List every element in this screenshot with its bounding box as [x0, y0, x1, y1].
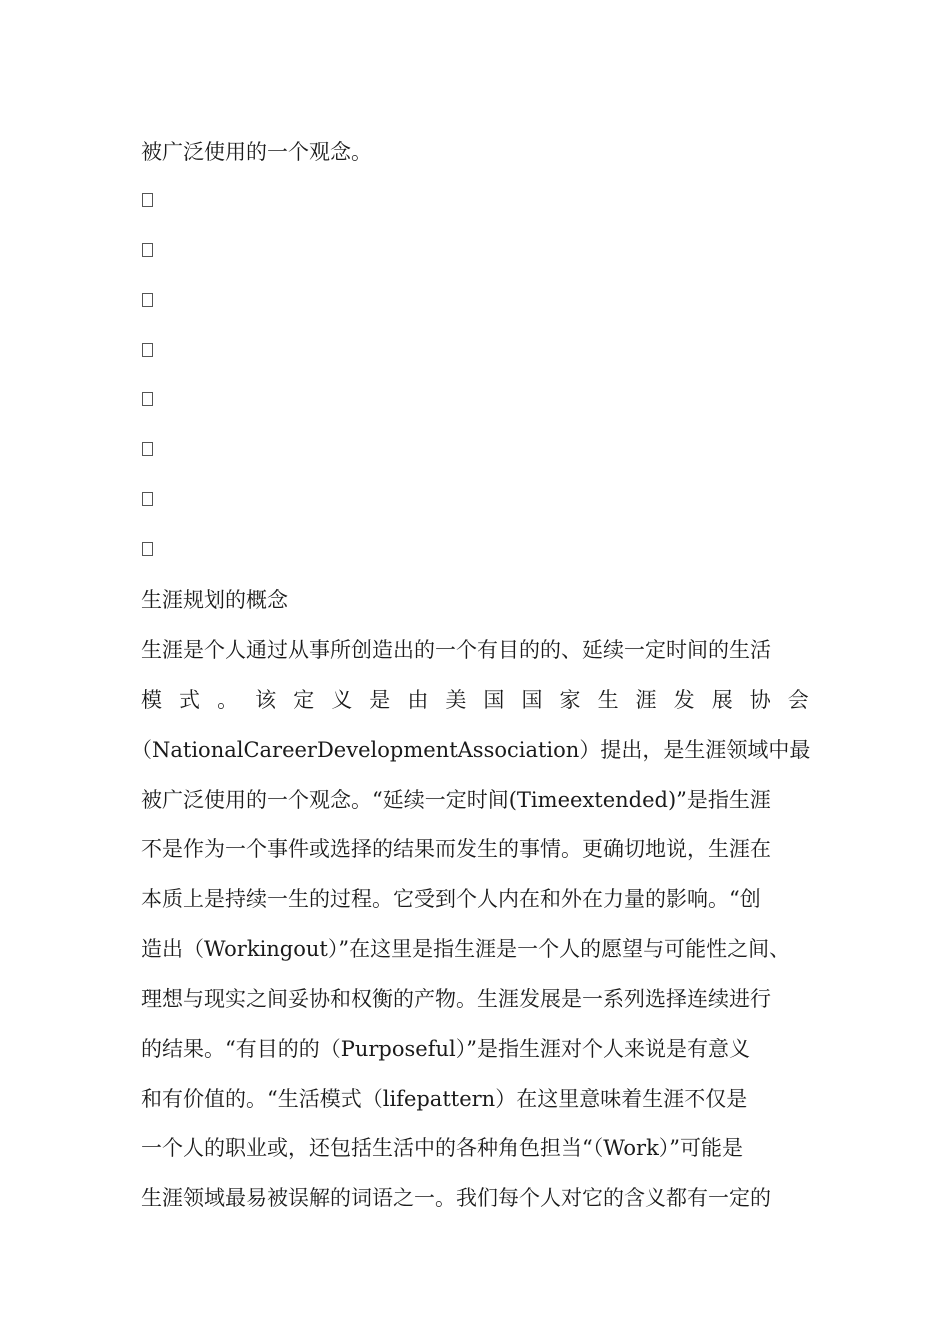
- paragraph-line: 生涯领域最易被误解的词语之一。我们每个人对它的含义都有一定的: [141, 1186, 771, 1210]
- placeholder-glyph: [142, 491, 153, 507]
- missing-glyph-icon: [142, 243, 153, 257]
- justified-char: 模: [141, 688, 162, 712]
- missing-glyph-icon: [142, 492, 153, 506]
- justified-char: 由: [407, 688, 429, 712]
- justified-char: 义: [331, 688, 353, 712]
- paragraph-line: （NationalCareerDevelopmentAssociation）提出，是生涯领域中最: [131, 738, 811, 762]
- placeholder-glyph: [142, 192, 153, 208]
- paragraph-line: 一个人的职业或，还包括生活中的各种角色担当“（Work）”可能是: [141, 1136, 744, 1160]
- justified-char: 。: [217, 688, 239, 712]
- paragraph-line: 被广泛使用的一个观念。“延续一定时间(Timeextended)”是指生涯: [141, 788, 771, 812]
- placeholder-glyph: [142, 541, 153, 557]
- paragraph-line-justified: [141, 685, 809, 715]
- justified-char: 国: [521, 688, 543, 712]
- justified-char: 会: [787, 688, 809, 712]
- justified-char: 家: [559, 688, 581, 712]
- justified-char: 式: [179, 688, 201, 712]
- missing-glyph-icon: [142, 193, 153, 207]
- placeholder-glyph: [142, 441, 153, 457]
- justified-char: 美: [445, 688, 467, 712]
- paragraph-line: 和有价值的。“生活模式（lifepattern）在这里意味着生涯不仅是: [141, 1087, 748, 1111]
- justified-char: 展: [711, 688, 733, 712]
- missing-glyph-icon: [142, 542, 153, 556]
- placeholder-glyph: [142, 391, 153, 407]
- justified-char: 发: [673, 688, 695, 712]
- placeholder-glyph: [142, 292, 153, 308]
- placeholder-glyph: [142, 242, 153, 258]
- intro-line: 被广泛使用的一个观念。: [141, 140, 372, 164]
- justified-char: 是: [369, 688, 391, 712]
- paragraph-line: 本质上是持续一生的过程。它受到个人内在和外在力量的影响。“创: [141, 887, 761, 911]
- paragraph-line: 造出（Workingout）”在这里是指生涯是一个人的愿望与可能性之间、: [141, 937, 791, 961]
- justified-char: 涯: [635, 688, 657, 712]
- paragraph-line: 生涯是个人通过从事所创造出的一个有目的的、延续一定时间的生活: [141, 638, 771, 662]
- justified-char: 定: [293, 688, 315, 712]
- missing-glyph-icon: [142, 392, 153, 406]
- justified-char: 该: [255, 688, 277, 712]
- justified-char: 国: [483, 688, 505, 712]
- placeholder-glyph: [142, 342, 153, 358]
- paragraph-line: 理想与现实之间妥协和权衡的产物。生涯发展是一系列选择连续进行: [141, 987, 771, 1011]
- missing-glyph-icon: [142, 293, 153, 307]
- missing-glyph-icon: [142, 343, 153, 357]
- justified-char: 协: [749, 688, 771, 712]
- section-heading: 生涯规划的概念: [141, 588, 288, 612]
- missing-glyph-icon: [142, 442, 153, 456]
- paragraph-line: 不是作为一个事件或选择的结果而发生的事情。更确切地说，生涯在: [141, 837, 771, 861]
- paragraph-line: 的结果。“有目的的（Purposeful）”是指生涯对个人来说是有意义: [141, 1037, 750, 1061]
- justified-char: 生: [597, 688, 619, 712]
